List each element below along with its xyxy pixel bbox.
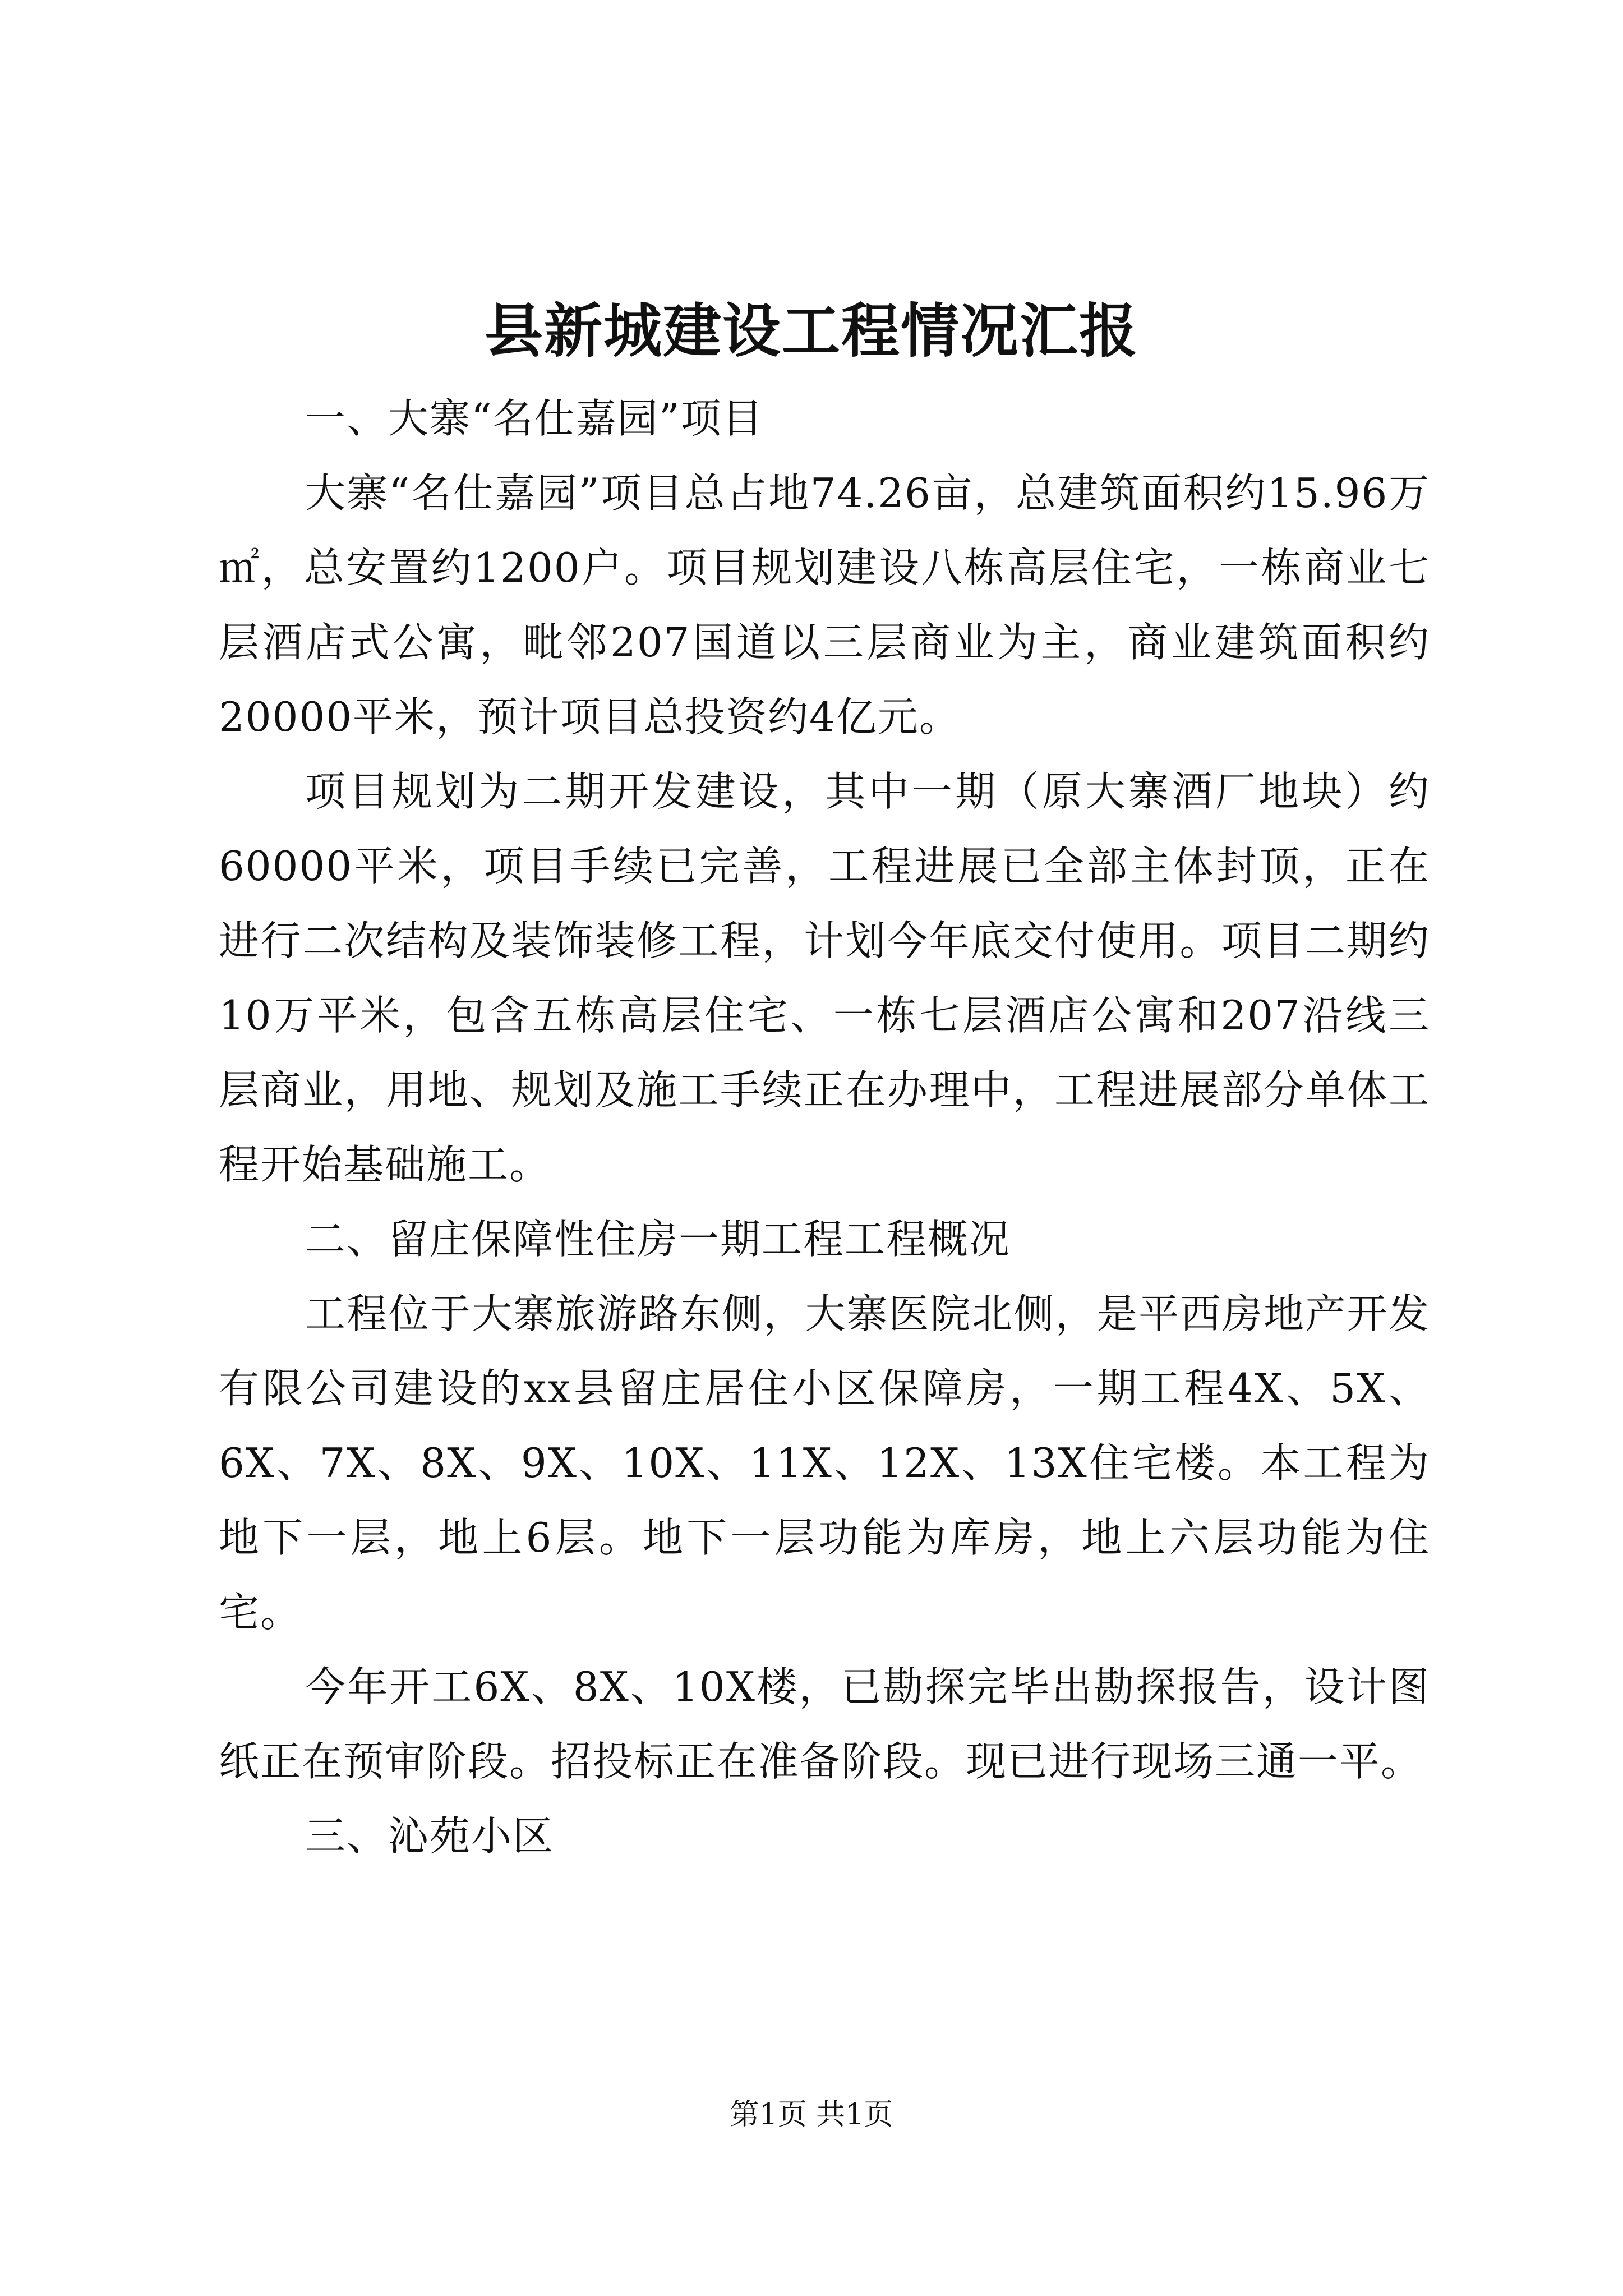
paragraph: 项目规划为二期开发建设，其中一期（原大寨酒厂地块）约60000平米，项目手续已完善，工程进展已全部主体封顶，正在进行二次结构及装饰装修工程，计划今年底交付使用。项目二期约10万平米，包含五栋高层住宅、一栋七层酒店公寓和207沿线三层商业，用地、规划及施工手续正在办理中，工程进展部分单体工程开始基础施工。 (219, 768, 1430, 1188)
page-footer: 第1页 共1页 (730, 2098, 893, 2132)
section-heading-2: 二、留庄保障性住房一期工程工程概况 (305, 1216, 1011, 1263)
document-title: 县新城建设工程情况汇报 (484, 296, 1138, 365)
section-heading-3: 三、沁苑小区 (305, 1812, 555, 1860)
paragraph: 大寨“名仕嘉园”项目总占地74.26亩，总建筑面积约15.96万㎡，总安置约1200户。项目规划建设八栋高层住宅，一栋商业七层酒店式公寓，毗邻207国道以三层商业为主，商业建筑面积约20000平米，预计项目总投资约4亿元。 (219, 470, 1430, 740)
document-body (219, 381, 1430, 1874)
paragraph: 工程位于大寨旅游路东侧，大寨医院北侧，是平西房地产开发有限公司建设的xx县留庄居住小区保障房，一期工程4X、5X、6X、7X、8X、9X、10X、11X、12X、13X住宅楼。本工程为地下一层，地上6层。地下一层功能为库房，地上六层功能为住宅。 (219, 1290, 1430, 1636)
section-heading-1: 一、大寨“名仕嘉园”项目 (305, 395, 764, 442)
paragraph: 今年开工6X、8X、10X楼，已勘探完毕出勘探报告，设计图纸正在预审阶段。招投标正在准备阶段。现已进行现场三通一平。 (219, 1663, 1430, 1785)
